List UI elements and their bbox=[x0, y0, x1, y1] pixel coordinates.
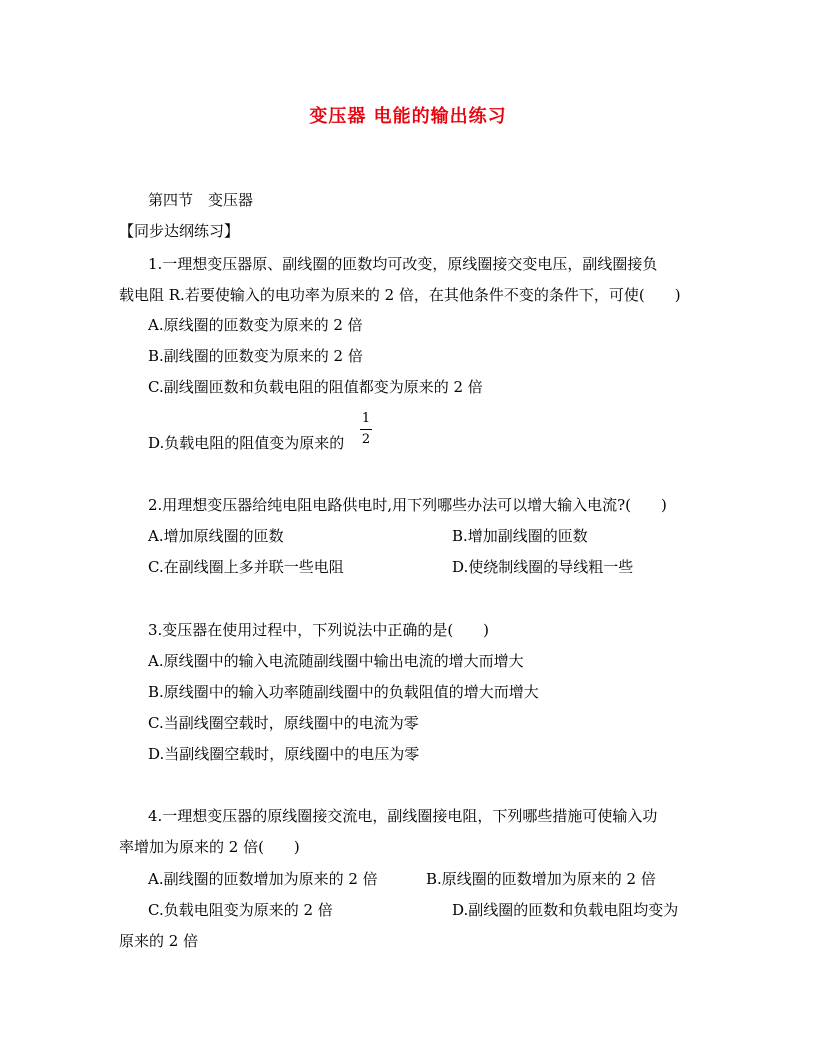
q2-option-a: A.增加原线圈的匝数 bbox=[148, 527, 284, 545]
q2-option-c: C.在副线圈上多并联一些电阻 bbox=[148, 558, 344, 576]
fraction-bar bbox=[360, 429, 372, 430]
q1-option-b: B.副线圈的匝数变为原来的 2 倍 bbox=[148, 347, 363, 365]
q1-option-a: A.原线圈的匝数变为原来的 2 倍 bbox=[148, 316, 363, 334]
q1-stem-line2: 载电阻 R.若要使输入的电功率为原来的 2 倍，在其他条件不变的条件下，可使( ) bbox=[119, 286, 681, 304]
q4-option-b: B.原线圈的匝数增加为原来的 2 倍 bbox=[426, 870, 656, 888]
q1-option-d-fraction bbox=[360, 411, 372, 448]
q3-option-a: A.原线圈中的输入电流随副线圈中输出电流的增大而增大 bbox=[148, 652, 524, 670]
q2-stem: 2.用理想变压器给纯电阻电路供电时,用下列哪些办法可以增大输入电流?( ) bbox=[148, 496, 667, 514]
q1-stem-line1: 1.一理想变压器原、副线圈的匝数均可改变，原线圈接交变电压，副线圈接负 bbox=[148, 255, 658, 273]
document-title: 变压器 电能的输出练习 bbox=[309, 106, 507, 127]
q4-stem-line2: 率增加为原来的 2 倍( ) bbox=[119, 838, 300, 856]
q1-option-d: D.负载电阻的阻值变为原来的 bbox=[148, 434, 345, 452]
q4-option-d-line2: 原来的 2 倍 bbox=[119, 932, 199, 950]
q2-option-d: D.使绕制线圈的导线粗一些 bbox=[452, 558, 634, 576]
q3-stem: 3.变压器在使用过程中，下列说法中正确的是( ) bbox=[148, 621, 490, 639]
fraction-numerator: 1 bbox=[361, 411, 371, 426]
q1-option-c: C.副线圈匝数和负载电阻的阻值都变为原来的 2 倍 bbox=[148, 378, 483, 396]
subsection-heading: 【同步达纲练习】 bbox=[119, 222, 240, 240]
q3-option-d: D.当副线圈空载时，原线圈中的电压为零 bbox=[148, 745, 420, 763]
fraction-denominator: 2 bbox=[361, 432, 371, 447]
q4-option-c: C.负载电阻变为原来的 2 倍 bbox=[148, 901, 333, 919]
q2-option-b: B.增加副线圈的匝数 bbox=[452, 527, 588, 545]
q3-option-b: B.原线圈中的输入功率随副线圈中的负载阻值的增大而增大 bbox=[148, 683, 539, 701]
q4-option-d-line1: D.副线圈的匝数和负载电阻均变为 bbox=[452, 901, 679, 919]
section-heading: 第四节 变压器 bbox=[148, 191, 254, 209]
q4-stem-line1: 4.一理想变压器的原线圈接交流电，副线圈接电阻，下列哪些措施可使输入功 bbox=[148, 807, 658, 825]
q3-option-c: C.当副线圈空载时，原线圈中的电流为零 bbox=[148, 714, 419, 732]
q4-option-a: A.副线圈的匝数增加为原来的 2 倍 bbox=[148, 870, 378, 888]
